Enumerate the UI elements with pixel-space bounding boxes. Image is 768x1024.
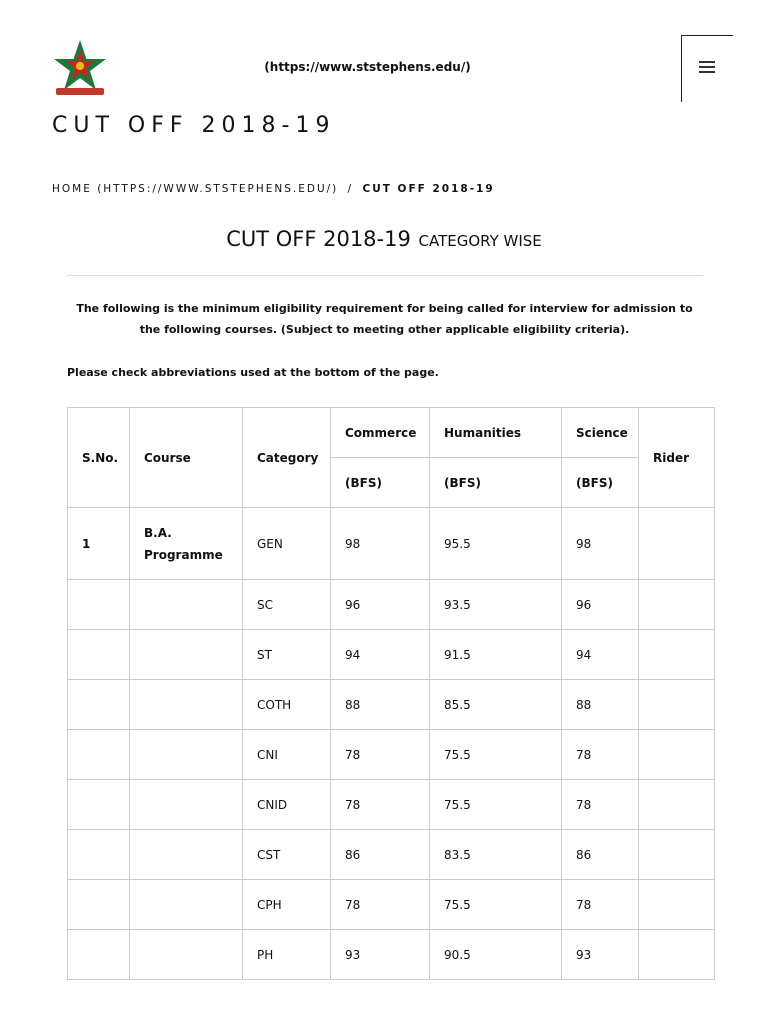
cell-category: CST	[243, 830, 331, 880]
cell-rider	[639, 680, 715, 730]
cell-science: 94	[562, 630, 639, 680]
header-sno: S.No.	[68, 408, 130, 508]
table-row	[68, 508, 715, 580]
cell-commerce: 93	[331, 930, 430, 980]
cell-category: GEN	[243, 508, 331, 580]
cell-humanities: 90.5	[430, 930, 562, 980]
site-link[interactable]: (https://www.ststephens.edu/)	[264, 60, 471, 74]
cell-humanities: 91.5	[430, 630, 562, 680]
cell-sno	[68, 930, 130, 980]
header-course: Course	[130, 408, 243, 508]
cell-category: ST	[243, 630, 331, 680]
cell-rider	[639, 880, 715, 930]
cell-course: B.A. Programme	[130, 508, 243, 580]
cell-humanities: 75.5	[430, 730, 562, 780]
cell-rider	[639, 508, 715, 580]
cell-sno	[68, 730, 130, 780]
intro-text: The following is the minimum eligibility requirement for being called for interview for admission to the following courses. (Subject to meeting other applicable eligibility criteria).	[76, 302, 693, 336]
cell-sno: 1	[68, 508, 130, 580]
cell-category: CNID	[243, 780, 331, 830]
cell-rider	[639, 930, 715, 980]
cell-course	[130, 880, 243, 930]
cell-commerce: 94	[331, 630, 430, 680]
abbreviation-note: Please check abbreviations used at the bottom of the page.	[67, 366, 439, 379]
cell-sno	[68, 780, 130, 830]
cell-science: 96	[562, 580, 639, 630]
table-row	[68, 730, 715, 780]
cell-category: PH	[243, 930, 331, 980]
cell-sno	[68, 680, 130, 730]
table-row	[68, 780, 715, 830]
cell-sno	[68, 830, 130, 880]
cell-sno	[68, 580, 130, 630]
cell-science: 93	[562, 930, 639, 980]
cell-science: 78	[562, 780, 639, 830]
cell-humanities: 85.5	[430, 680, 562, 730]
cell-course	[130, 930, 243, 980]
heading-main: CUT OFF 2018-19	[226, 227, 411, 251]
cell-humanities: 75.5	[430, 780, 562, 830]
page-title: CUT OFF 2018-19	[52, 113, 336, 138]
cell-commerce: 86	[331, 830, 430, 880]
cell-rider	[639, 830, 715, 880]
cell-commerce: 96	[331, 580, 430, 630]
heading-sub: CATEGORY WISE	[418, 232, 542, 250]
table-row	[68, 630, 715, 680]
breadcrumb-home-link[interactable]: HOME (HTTPS://WWW.STSTEPHENS.EDU/)	[52, 183, 339, 195]
cell-commerce: 98	[331, 508, 430, 580]
breadcrumb-current: CUT OFF 2018-19	[362, 183, 495, 195]
cell-commerce: 78	[331, 730, 430, 780]
cutoff-table	[67, 407, 715, 980]
breadcrumb	[52, 183, 495, 195]
cell-science: 78	[562, 880, 639, 930]
table-row	[68, 830, 715, 880]
cell-science: 88	[562, 680, 639, 730]
cell-rider	[639, 630, 715, 680]
breadcrumb-separator: /	[347, 183, 354, 195]
table-row	[68, 880, 715, 930]
table-row	[68, 930, 715, 980]
cell-commerce: 88	[331, 680, 430, 730]
cell-category: COTH	[243, 680, 331, 730]
header-humanities-bfs: (BFS)	[430, 458, 562, 508]
header-science: Science	[562, 408, 639, 458]
cell-category: SC	[243, 580, 331, 630]
cell-humanities: 95.5	[430, 508, 562, 580]
cell-commerce: 78	[331, 880, 430, 930]
cell-commerce: 78	[331, 780, 430, 830]
cell-rider	[639, 780, 715, 830]
cell-science: 86	[562, 830, 639, 880]
cell-humanities: 83.5	[430, 830, 562, 880]
menu-button[interactable]	[681, 35, 733, 102]
cell-science: 98	[562, 508, 639, 580]
cell-rider	[639, 730, 715, 780]
cell-humanities: 93.5	[430, 580, 562, 630]
table-row	[68, 580, 715, 630]
cell-humanities: 75.5	[430, 880, 562, 930]
header-humanities: Humanities	[430, 408, 562, 458]
header-commerce: Commerce	[331, 408, 430, 458]
table-row	[68, 680, 715, 730]
cell-course	[130, 830, 243, 880]
cell-science: 78	[562, 730, 639, 780]
cell-course	[130, 680, 243, 730]
cell-course	[130, 780, 243, 830]
header-rider: Rider	[639, 408, 715, 508]
cell-rider	[639, 580, 715, 630]
hamburger-icon	[699, 61, 715, 63]
content-heading	[0, 224, 768, 252]
cell-sno	[68, 880, 130, 930]
cell-course	[130, 730, 243, 780]
cell-course	[130, 630, 243, 680]
header-commerce-bfs: (BFS)	[331, 458, 430, 508]
header-category: Category	[243, 408, 331, 508]
header-science-bfs: (BFS)	[562, 458, 639, 508]
cell-course	[130, 580, 243, 630]
divider	[67, 275, 703, 276]
cell-sno	[68, 630, 130, 680]
cell-category: CPH	[243, 880, 331, 930]
cell-category: CNI	[243, 730, 331, 780]
